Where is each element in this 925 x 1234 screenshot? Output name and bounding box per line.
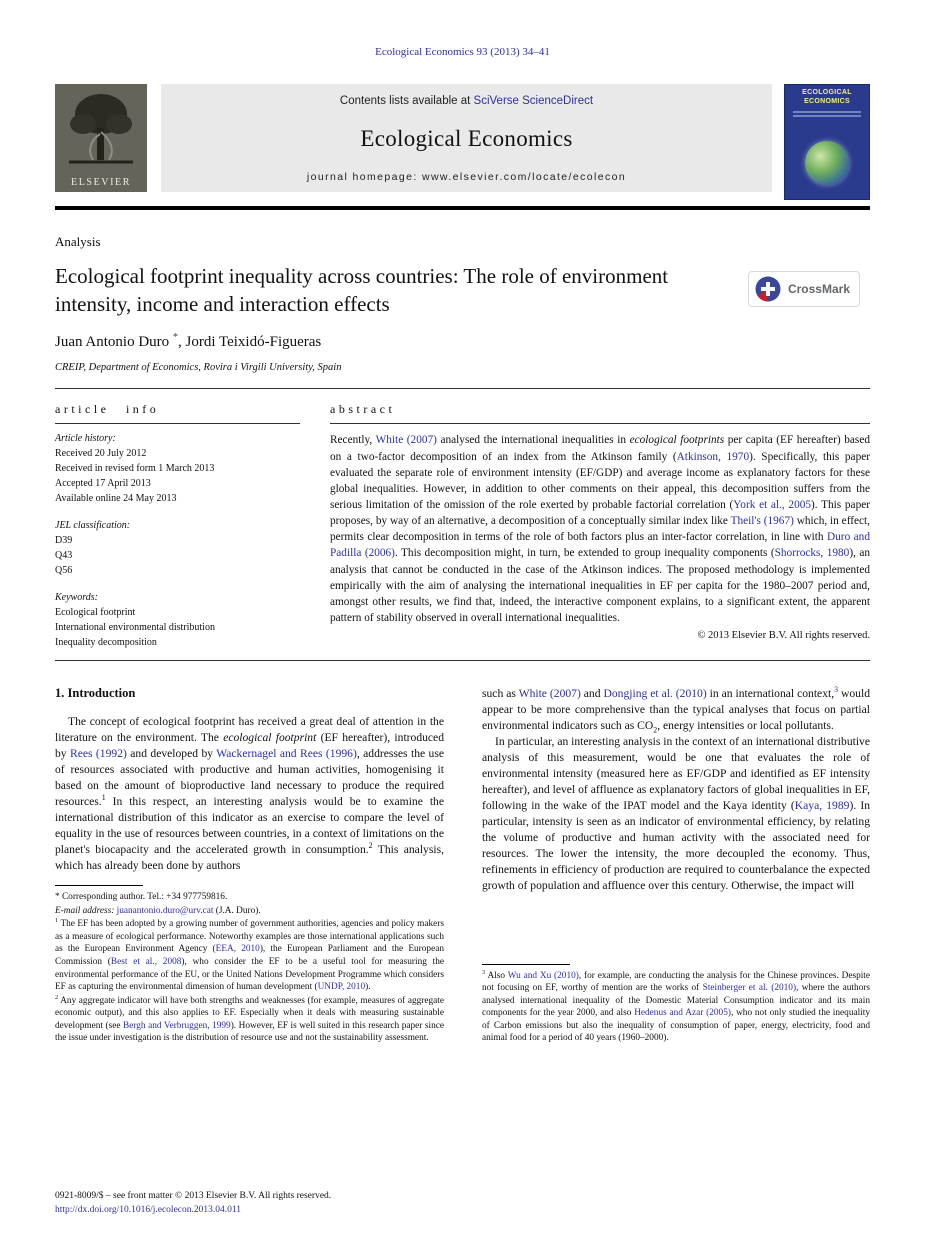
text-segment: The EF has been adopted by a growing number of government authorities, agencies and policy makers as a measure of ecological performance. Noteworthy examples are those international applications such as the European Environment Agency (: [55, 919, 444, 955]
header-rule: [55, 206, 870, 210]
text-segment: and developed by: [126, 747, 217, 761]
text-segment: Also: [485, 970, 508, 981]
page-footer: [55, 1189, 331, 1218]
intro-paragraph: [55, 714, 444, 874]
contents-line: [340, 95, 593, 107]
citation-link[interactable]: Dongjing et al. (2010): [603, 687, 707, 701]
copyright-line: © 2013 Elsevier B.V. All rights reserved.: [697, 630, 870, 642]
text-segment: , for example, are conducting the analysis for the Chinese provinces. Despite not focusing on EF, worthy of mention are the works of: [482, 970, 871, 994]
history-label: Article history:: [55, 433, 116, 445]
citation-link[interactable]: 3: [834, 685, 839, 695]
jel-code: Q56: [55, 565, 73, 577]
abstract-column: [330, 402, 870, 650]
text-segment: E-mail address:: [55, 905, 117, 916]
text-segment: This analysis, which has already been done by authors: [55, 843, 444, 873]
citation-link[interactable]: Shorrocks, 1980: [774, 547, 850, 560]
citation-link[interactable]: Wu and Xu (2010): [507, 970, 579, 981]
citation-link[interactable]: Kaya, 1989: [794, 799, 850, 813]
issn-copyright-line: 0921-8009/$ – see front matter © 2013 Elsevier B.V. All rights reserved.: [55, 1190, 332, 1201]
crossmark-label: CrossMark: [787, 282, 850, 296]
text-segment: 2: [368, 841, 373, 851]
text-segment: Any aggregate indicator will have both strengths and weaknesses (for example, measures of aggregate economic output), and this also applies to EF. Especially when it deals with measuring sustainable development (see: [55, 995, 444, 1031]
jel-code: Q43: [55, 550, 73, 562]
citation-link[interactable]: *: [172, 332, 179, 344]
citation-link[interactable]: Best et al., 2008: [110, 957, 182, 968]
text-segment: ), an analysis that cannot be conducted in the case of the Atkinson indices. The proposed methodology is implemented empirically with the aim of analysing the international inequalities in EF per capita for the 1980–2007 period and, amongst other results, we find that, indeed, the interactive component explains, to a significant extent, the apparent pattern of stability observed in overall international inequalities.: [330, 547, 871, 624]
citation-link[interactable]: Bergh and Verbruggen, 1999: [123, 1020, 231, 1031]
text-segment: analysed the international inequalities in: [436, 434, 630, 447]
crossmark-icon: [755, 276, 781, 302]
abstract-text: [330, 432, 870, 626]
citation-link[interactable]: Wackernagel and Rees (1996): [216, 747, 357, 761]
article-info-column: [55, 402, 300, 650]
footnote-corresponding-author: [55, 891, 444, 904]
journal-cover-globe-icon: [805, 141, 849, 185]
text-segment: ). In particular, intensity is seen as an indicator of environmental efficiency, by relating the volume of productive and human activity with the associated need for resources. The lower the intensity, the more decoupled the economy. Thus, refinements in efficiency of production are required to counterbalance the expected growth of population and affluence over this century. Otherwise, the impact will: [482, 799, 870, 893]
citation-link[interactable]: Duro and Padilla (2006): [330, 531, 870, 560]
citation-link[interactable]: White (2007): [375, 434, 437, 447]
text-segment: (EF hereafter), introduced by: [55, 731, 445, 761]
authors-line: [55, 334, 870, 351]
elsevier-logo[interactable]: [55, 84, 147, 192]
body-column-left: [55, 686, 444, 1045]
text-segment: The concept of ecological footprint has received a great deal of attention in the literature on the environment. The: [55, 715, 444, 745]
contents-prefix: Contents lists available at: [339, 95, 474, 107]
text-segment: ).: [365, 982, 371, 993]
body-paragraph: [482, 686, 870, 734]
text-segment: . This decomposition might, in turn, be extended to group inequality components (: [394, 547, 775, 560]
text-segment: ). This paper proposes, by way of an alternative, a decomposition of a conceptually similar index like: [330, 499, 870, 528]
keyword: International environmental distribution: [55, 622, 215, 634]
cover-text-bar: [793, 111, 861, 113]
citation-link[interactable]: York et al., 2005: [733, 499, 812, 511]
text-segment: ecological footprint: [223, 731, 317, 745]
info-abstract-block: [55, 389, 870, 661]
text-segment: , who not only studied the inequality of Carbon emissions but also the inequality of consumption of paper, energy, electricity, food and animal food for a period of 40 years (1960–2000).: [482, 1008, 870, 1044]
journal-homepage-link[interactable]: journal homepage: www.elsevier.com/locate/ecolecon: [306, 171, 627, 183]
text-segment: Corresponding author. Tel.: +34 977759816.: [59, 892, 228, 903]
text-segment: 1: [101, 793, 106, 803]
text-segment: 3: [482, 968, 486, 976]
article-title: Ecological footprint inequality across countries: The role of environment intensity, income and interaction effects: [55, 264, 669, 316]
text-segment: ), the European Parliament and the European Commission (: [55, 944, 444, 968]
keyword: Inequality decomposition: [55, 637, 157, 649]
affiliation: CREIP, Department of Economics, Rovira i Virgili University, Spain: [55, 362, 342, 374]
text-segment: ). However, EF is well suited in this research paper since the issue under investigation is the distribution of resource use and not the sustainability assessment.: [55, 1020, 444, 1044]
text-segment: ). Specifically, this paper evaluated the separate role of environment intensity (EF/GDP) and average income as explanatory factors for these global inequalities. However, in addition to other comments on their appeal, this decomposition suffers from the serious limitation of the omission of the role exerted by probable factorial correlation (: [330, 450, 870, 511]
footnote-separator: [482, 964, 570, 965]
doi-link[interactable]: http://dx.doi.org/10.1016/j.ecolecon.2013.04.011: [55, 1205, 242, 1216]
footnote-separator: [55, 885, 143, 886]
sciverse-sciencedirect-link[interactable]: SciVerse ScienceDirect: [473, 95, 594, 107]
journal-masthead: [55, 84, 870, 200]
footnote-2: [55, 995, 444, 1045]
text-segment: , Jordi Teixidó-Figueras: [178, 334, 322, 351]
body-paragraph: [482, 734, 870, 894]
journal-banner: [161, 84, 772, 192]
section-heading-introduction: 1. Introduction: [55, 686, 136, 701]
text-segment: , energy intensities or local pollutants.: [657, 719, 834, 733]
article-body: [55, 686, 870, 1045]
article-info-heading: article info: [55, 402, 300, 424]
text-segment: Recently,: [330, 434, 376, 447]
text-segment: and: [580, 687, 604, 701]
text-segment: which, in effect, permits clear decomposition in terms of the role of both factors plus an inter-factor correlation, in line with: [330, 515, 871, 544]
cover-text-bar: [793, 115, 861, 117]
jel-code: D39: [55, 535, 73, 547]
text-segment: ecological footprints: [629, 434, 725, 447]
history-line: Available online 24 May 2013: [55, 493, 177, 505]
text-segment: In particular, an interesting analysis in the context of an international distributive analysis of this measurement, would be one that evaluates the role of environmental intensity (measured here as EF/GDP and identified as EF intensity hereafter), and level of affluence as explanatory factors of global inequalities in EF, following in the wake of the IPAT model and the Kaya identity (: [482, 735, 870, 813]
title-row: [55, 263, 870, 318]
keyword: Ecological footprint: [55, 607, 136, 619]
footnote-email: [55, 905, 444, 918]
text-segment: such as: [482, 687, 519, 701]
text-segment: ), who consider the EF to be a useful tool for measuring the environmental performance of the EU, or the United Nations Development Programme which considers EF as capturing the environmental dimension of human development (: [55, 957, 444, 993]
journal-cover-thumbnail[interactable]: [784, 84, 870, 200]
text-segment: 2: [653, 725, 658, 735]
text-segment: 2: [55, 993, 59, 1001]
text-segment: per capita (EF hereafter) based on a two-factor decomposition of an index from the Atkinson family (: [330, 434, 870, 463]
citation-link[interactable]: UNDP, 2010: [317, 982, 366, 993]
citation-link[interactable]: White (2007): [518, 687, 581, 701]
text-segment: , addresses the use of resources associated with productive and human activities, homogenising it based on the amount of bioproductive land necessary to produce the required resources.: [55, 747, 444, 809]
abstract-heading: abstract: [330, 402, 870, 424]
citation-link[interactable]: Atkinson, 1970: [676, 450, 750, 463]
text-segment: In this respect, an interesting analysis would be to examine the international distribution of this indicator as an exercise to compare the level of equality in the use of resources between countries, in a context of limitations on the planet's biocapacity and the accelerated growth in consumption.: [55, 795, 444, 857]
citation-link[interactable]: EEA, 2010: [215, 944, 260, 955]
footnote-3: [482, 970, 870, 1045]
text-segment: would appear to be more comprehensive than the typical analyses that focus on partial environmental indicators such as CO: [482, 687, 870, 733]
citation-link[interactable]: Steinberger et al. (2010): [702, 983, 797, 994]
text-segment: *: [55, 892, 60, 903]
journal-title: Ecological Economics: [360, 126, 573, 151]
text-segment: Juan Antonio Duro: [55, 334, 173, 351]
text-segment: 1: [55, 917, 59, 925]
jel-label: JEL classification:: [55, 520, 131, 532]
footnote-1: [55, 918, 444, 993]
elsevier-tree-icon: [63, 88, 139, 168]
journal-reference-link[interactable]: Ecological Economics 93 (2013) 34–41: [375, 46, 550, 58]
elsevier-wordmark: ELSEVIER: [70, 177, 132, 188]
history-line: Received in revised form 1 March 2013: [55, 463, 215, 475]
citation-link[interactable]: Rees (1992): [70, 747, 127, 761]
article-type-label: Analysis: [55, 234, 101, 249]
text-segment: in an international context,: [706, 687, 835, 701]
history-line: Received 20 July 2012: [55, 448, 147, 460]
cover-title: ECOLOGICAL ECONOMICS: [802, 89, 852, 105]
body-column-right: [482, 686, 870, 1045]
text-segment: , where the authors analysed international inequality of the Domestic Material Consumption indicator and its main components for the year 2000, and also: [482, 983, 870, 1019]
crossmark-badge[interactable]: [748, 271, 860, 307]
keywords-label: Keywords:: [55, 592, 98, 604]
history-line: Accepted 17 April 2013: [55, 478, 151, 490]
citation-link[interactable]: Theil's (1967): [730, 515, 794, 528]
text-segment: (J.A. Duro).: [213, 905, 261, 916]
citation-link[interactable]: Hedenus and Azar (2005): [634, 1008, 731, 1019]
citation-link[interactable]: juanantonio.duro@urv.cat: [116, 905, 214, 916]
